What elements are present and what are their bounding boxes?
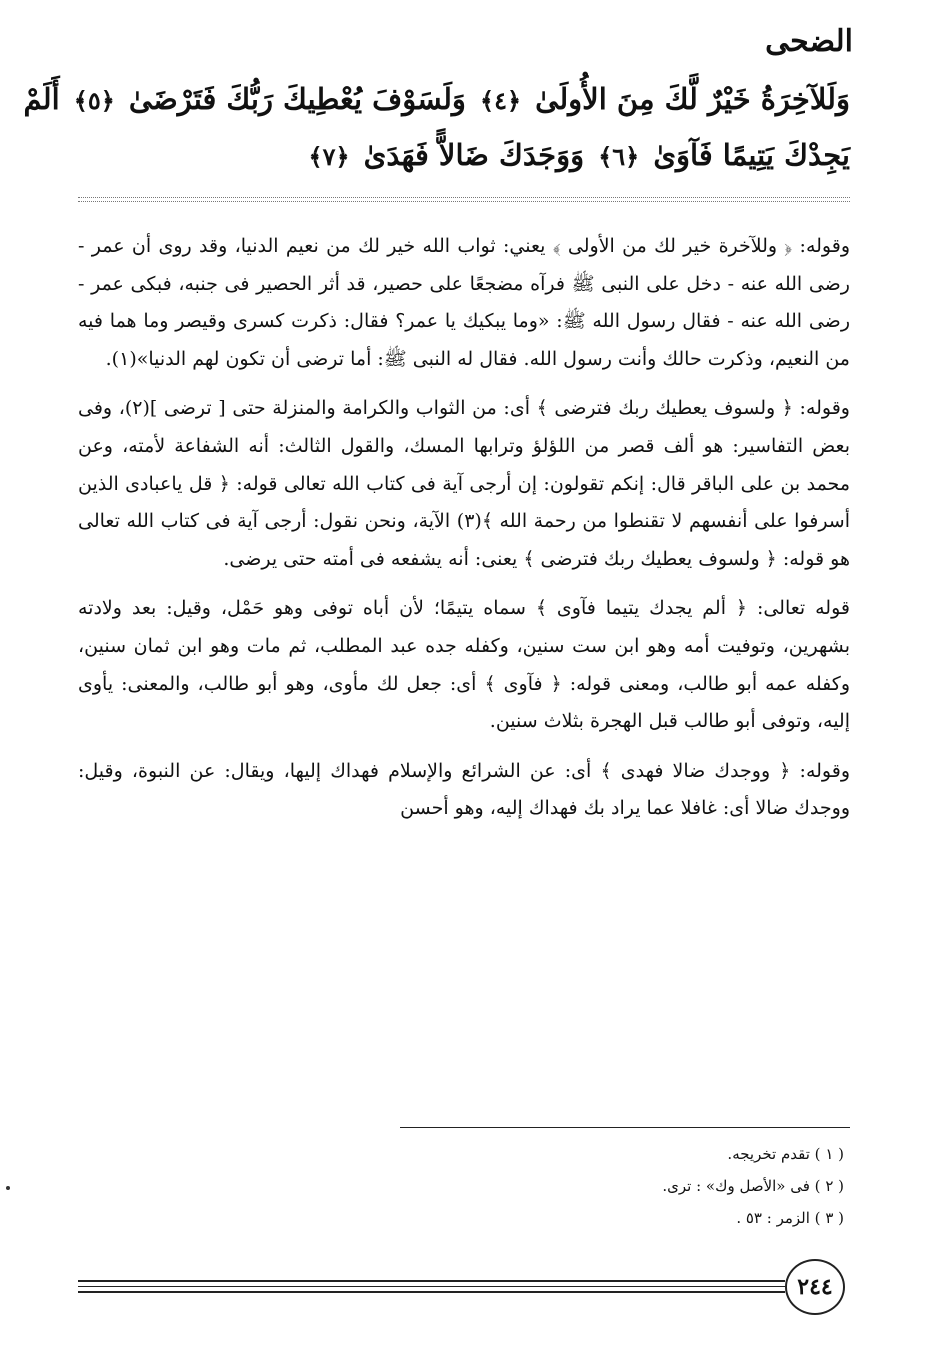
verse-text: وَلَسَوْفَ يُعْطِيكَ رَبُّكَ فَتَرْضَىٰ [128, 82, 466, 116]
bottom-rule [78, 1286, 785, 1287]
footnotes [78, 1138, 844, 1234]
verse-marker-7: ﴿٧﴾ [308, 142, 350, 171]
quran-verses [23, 72, 850, 184]
verse-text: يَجِدْكَ يَتِيمًا فَآوَىٰ [653, 138, 850, 172]
page-number: ٢٤٤ [785, 1259, 845, 1315]
commentary-body [78, 228, 850, 828]
bottom-rule [78, 1280, 785, 1282]
verse-line-2 [78, 128, 850, 184]
paragraph: قوله تعالى: ﴿ ألم يجدك يتيما فآوى ﴾ سماه يتيمًا؛ لأن أباه توفى وهو حَمْل، وقيل: بعد ولادته بشهرين، وتوفيت أمه وهو ابن ست سنين، وكفله جده عبد المطلب، ثم مات وهو ابن ثمان سنين، وكفله عمه أبو طالب، ومعنى قوله: ﴿ فآوى ﴾ أى: جعل لك مأوى، وهو أبو طالب، والمعنى: يأوى إليه، وتوفى أبو طالب قبل الهجرة بثلاث سنين. [78, 597, 850, 733]
verse-text: وَلَلآخِرَةُ خَيْرٌ لَّكَ مِنَ الأُولَىٰ [535, 82, 850, 116]
verse-marker-4: ﴿٤﴾ [480, 86, 522, 115]
verse-line-1 [23, 72, 850, 128]
dotted-divider [78, 197, 850, 198]
verse-text: وَوَجَدَكَ ضَالاًّ فَهَدَىٰ [363, 138, 585, 172]
scan-mark [6, 1186, 10, 1190]
paragraph: وقوله: ﴿ ولسوف يعطيك ربك فترضى ﴾ أى: من الثواب والكرامة والمنزلة حتى [ ترضى ](٢)، وفى بعض التفاسير: هو ألف قصر من اللؤلؤ وترابها المسك، والقول الثالث: أنه الشفاعة لأمته، وعن محمد بن على الباقر قال: إنكم تقولون: إن أرجى آية فى كتاب الله تعالى قوله: ﴿ قل ياعبادى الذين أسرفوا على أنفسهم لا تقنطوا من رحمة الله ﴾(٣) الآية، ونحن نقول: أرجى آية فى كتاب الله تعالى هو قوله: ﴿ ولسوف يعطيك ربك فترضى ﴾ يعنى: أنه يشفعه فى أمته حتى يرضى. [78, 397, 850, 570]
footnote: ( ٢ ) فى «الأصل وك» : ترى. [662, 1177, 844, 1195]
bottom-rule [78, 1291, 785, 1293]
paragraph: وقوله: ﴿ وللآخرة خير لك من الأولى ﴾ يعني: ثواب الله خير لك من نعيم الدنيا، وقد روى أن عمر - رضى الله عنه - دخل على النبى ﷺ فرآه مضجعًا على حصير، قد أثر الحصير فى جنبه، فبكى عمر - رضى الله عنه - فقال رسول الله ﷺ: «وما يبكيك يا عمر؟ فقال: ذكرت كسرى وقيصر وما هما فيه من النعيم، وذكرت حالك وأنت رسول الله. فقال له النبى ﷺ: أما ترضى أن تكون لهم الدنيا»(١). [78, 235, 850, 370]
verse-marker-5: ﴿٥﴾ [73, 86, 115, 115]
paragraph: وقوله: ﴿ ووجدك ضالا فهدى ﴾ أى: عن الشرائع والإسلام فهداك إليها، ويقال: عن النبوة، وقيل: ووجدك ضالا أى: غافلا عما يراد بك فهداك إليه، وهو أحسن [78, 759, 850, 820]
verse-marker-6: ﴿٦﴾ [598, 142, 640, 171]
footnote-rule [400, 1127, 850, 1128]
dotted-divider [78, 201, 850, 202]
footnote: ( ٣ ) الزمر : ٥٣ . [736, 1209, 844, 1227]
verse-text: أَلَمْ [23, 82, 60, 116]
footnote: ( ١ ) تقدم تخريجه. [727, 1145, 844, 1163]
surah-title: الضحى [765, 24, 853, 59]
